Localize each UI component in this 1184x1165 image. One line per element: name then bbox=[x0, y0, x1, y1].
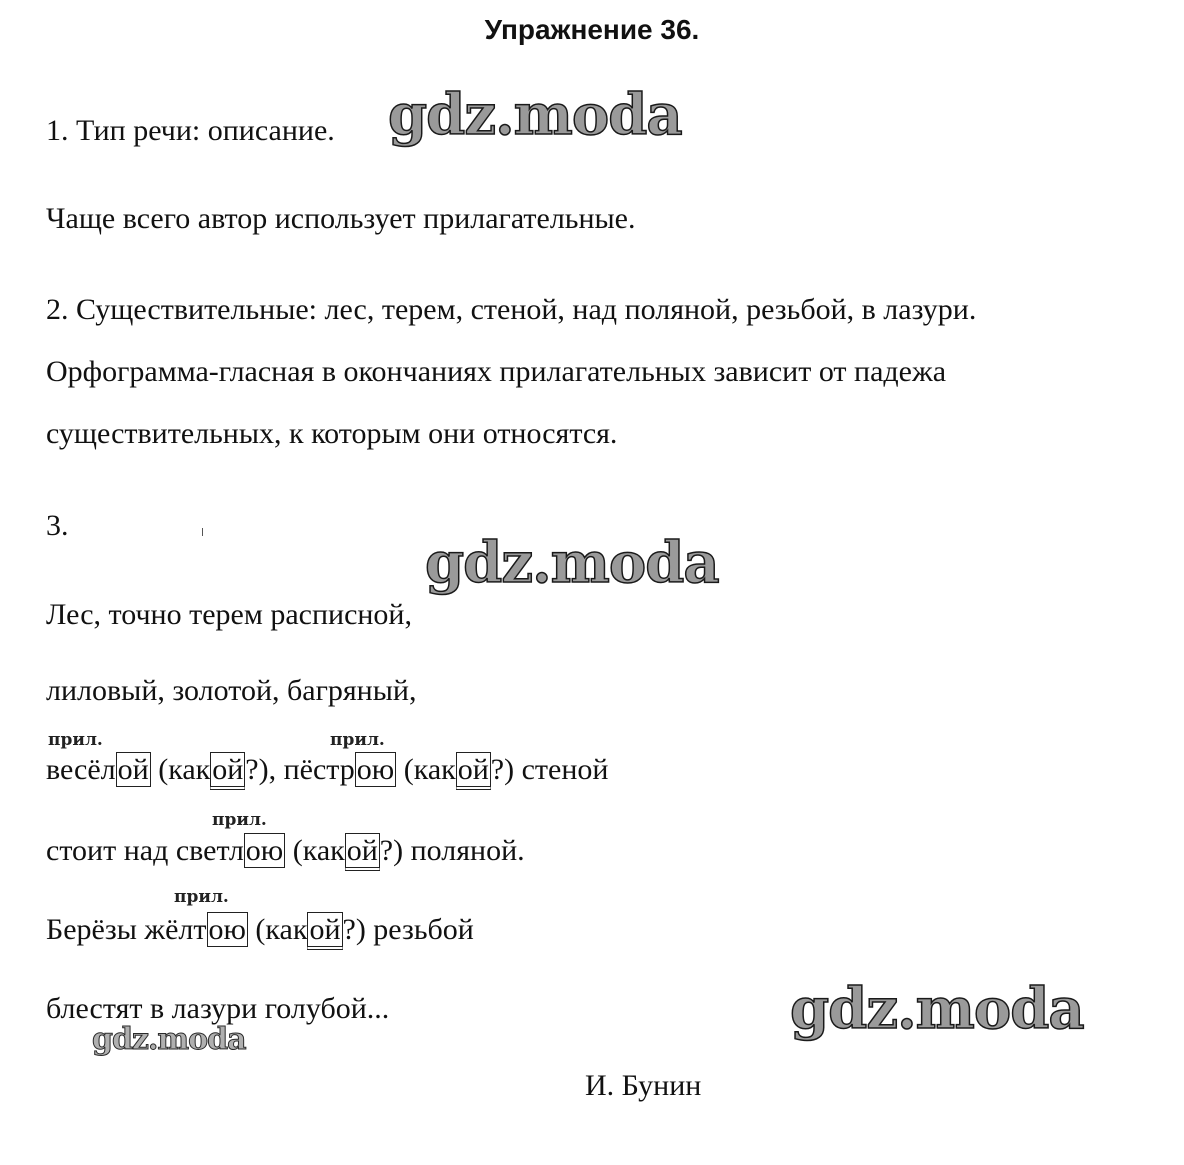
p2-line1: 2. Существительные: лес, терем, стеной, над поляной, резьбой, в лазури. bbox=[46, 293, 977, 326]
question-1-post: ?), bbox=[245, 753, 284, 786]
watermark-2: gdz.moda bbox=[425, 530, 719, 596]
p3-number: 3. bbox=[46, 509, 69, 542]
question-2-pre: (как bbox=[396, 753, 456, 786]
word-pestr-stem: пёстр bbox=[283, 753, 355, 786]
watermark-4: gdz.moda bbox=[92, 1022, 246, 1057]
poem-line5 bbox=[46, 912, 474, 948]
question-4-ending: ой bbox=[307, 912, 342, 950]
poem-author: И. Бунин bbox=[585, 1069, 702, 1102]
question-3-ending: ой bbox=[345, 833, 380, 871]
pos-note-4: прил. bbox=[174, 887, 229, 907]
word-pestr-ending: ою bbox=[356, 753, 395, 786]
word-svetl-ending: ою bbox=[245, 834, 284, 867]
pos-note-1: прил. bbox=[48, 730, 103, 750]
word-vesel-stem: весёл bbox=[46, 753, 116, 786]
mark-tick bbox=[202, 528, 203, 536]
watermark-1: gdz.moda bbox=[388, 82, 682, 148]
poem-line6: блестят в лазури голубой... bbox=[46, 992, 390, 1025]
question-3-post: ?) поляной. bbox=[379, 834, 525, 867]
question-2-ending: ой bbox=[456, 752, 491, 790]
pos-note-3: прил. bbox=[212, 810, 267, 830]
exercise-title: Упражнение 36. bbox=[484, 14, 700, 45]
p1-line2: Чаще всего автор использует прилагательные. bbox=[46, 202, 636, 235]
line4-pre: стоит над светл bbox=[46, 834, 244, 867]
line5-pre: Берёзы жёлт bbox=[46, 913, 207, 946]
question-4-pre: (как bbox=[247, 913, 308, 946]
p1-line1: 1. Тип речи: описание. bbox=[46, 114, 335, 147]
question-1-ending: ой bbox=[210, 752, 245, 790]
question-4-post: ?) резьбой bbox=[342, 913, 474, 946]
poem-line4 bbox=[46, 833, 525, 869]
pos-note-2: прил. bbox=[330, 730, 385, 750]
poem-line3 bbox=[46, 752, 608, 788]
poem-line1: Лес, точно терем расписной, bbox=[46, 598, 412, 631]
p2-line2: Орфограмма-гласная в окончаниях прилагательных зависит от падежа bbox=[46, 355, 947, 388]
p2-line3: существительных, к которым они относятся. bbox=[46, 417, 618, 450]
question-2-post: ?) стеной bbox=[490, 753, 609, 786]
watermark-3: gdz.moda bbox=[790, 976, 1084, 1042]
word-vesel-ending: ой bbox=[117, 753, 149, 786]
word-zholt-ending: ою bbox=[208, 913, 246, 946]
question-1-pre: (как bbox=[150, 753, 211, 786]
question-3-pre: (как bbox=[285, 834, 345, 867]
poem-line2: лиловый, золотой, багряный, bbox=[46, 674, 417, 707]
